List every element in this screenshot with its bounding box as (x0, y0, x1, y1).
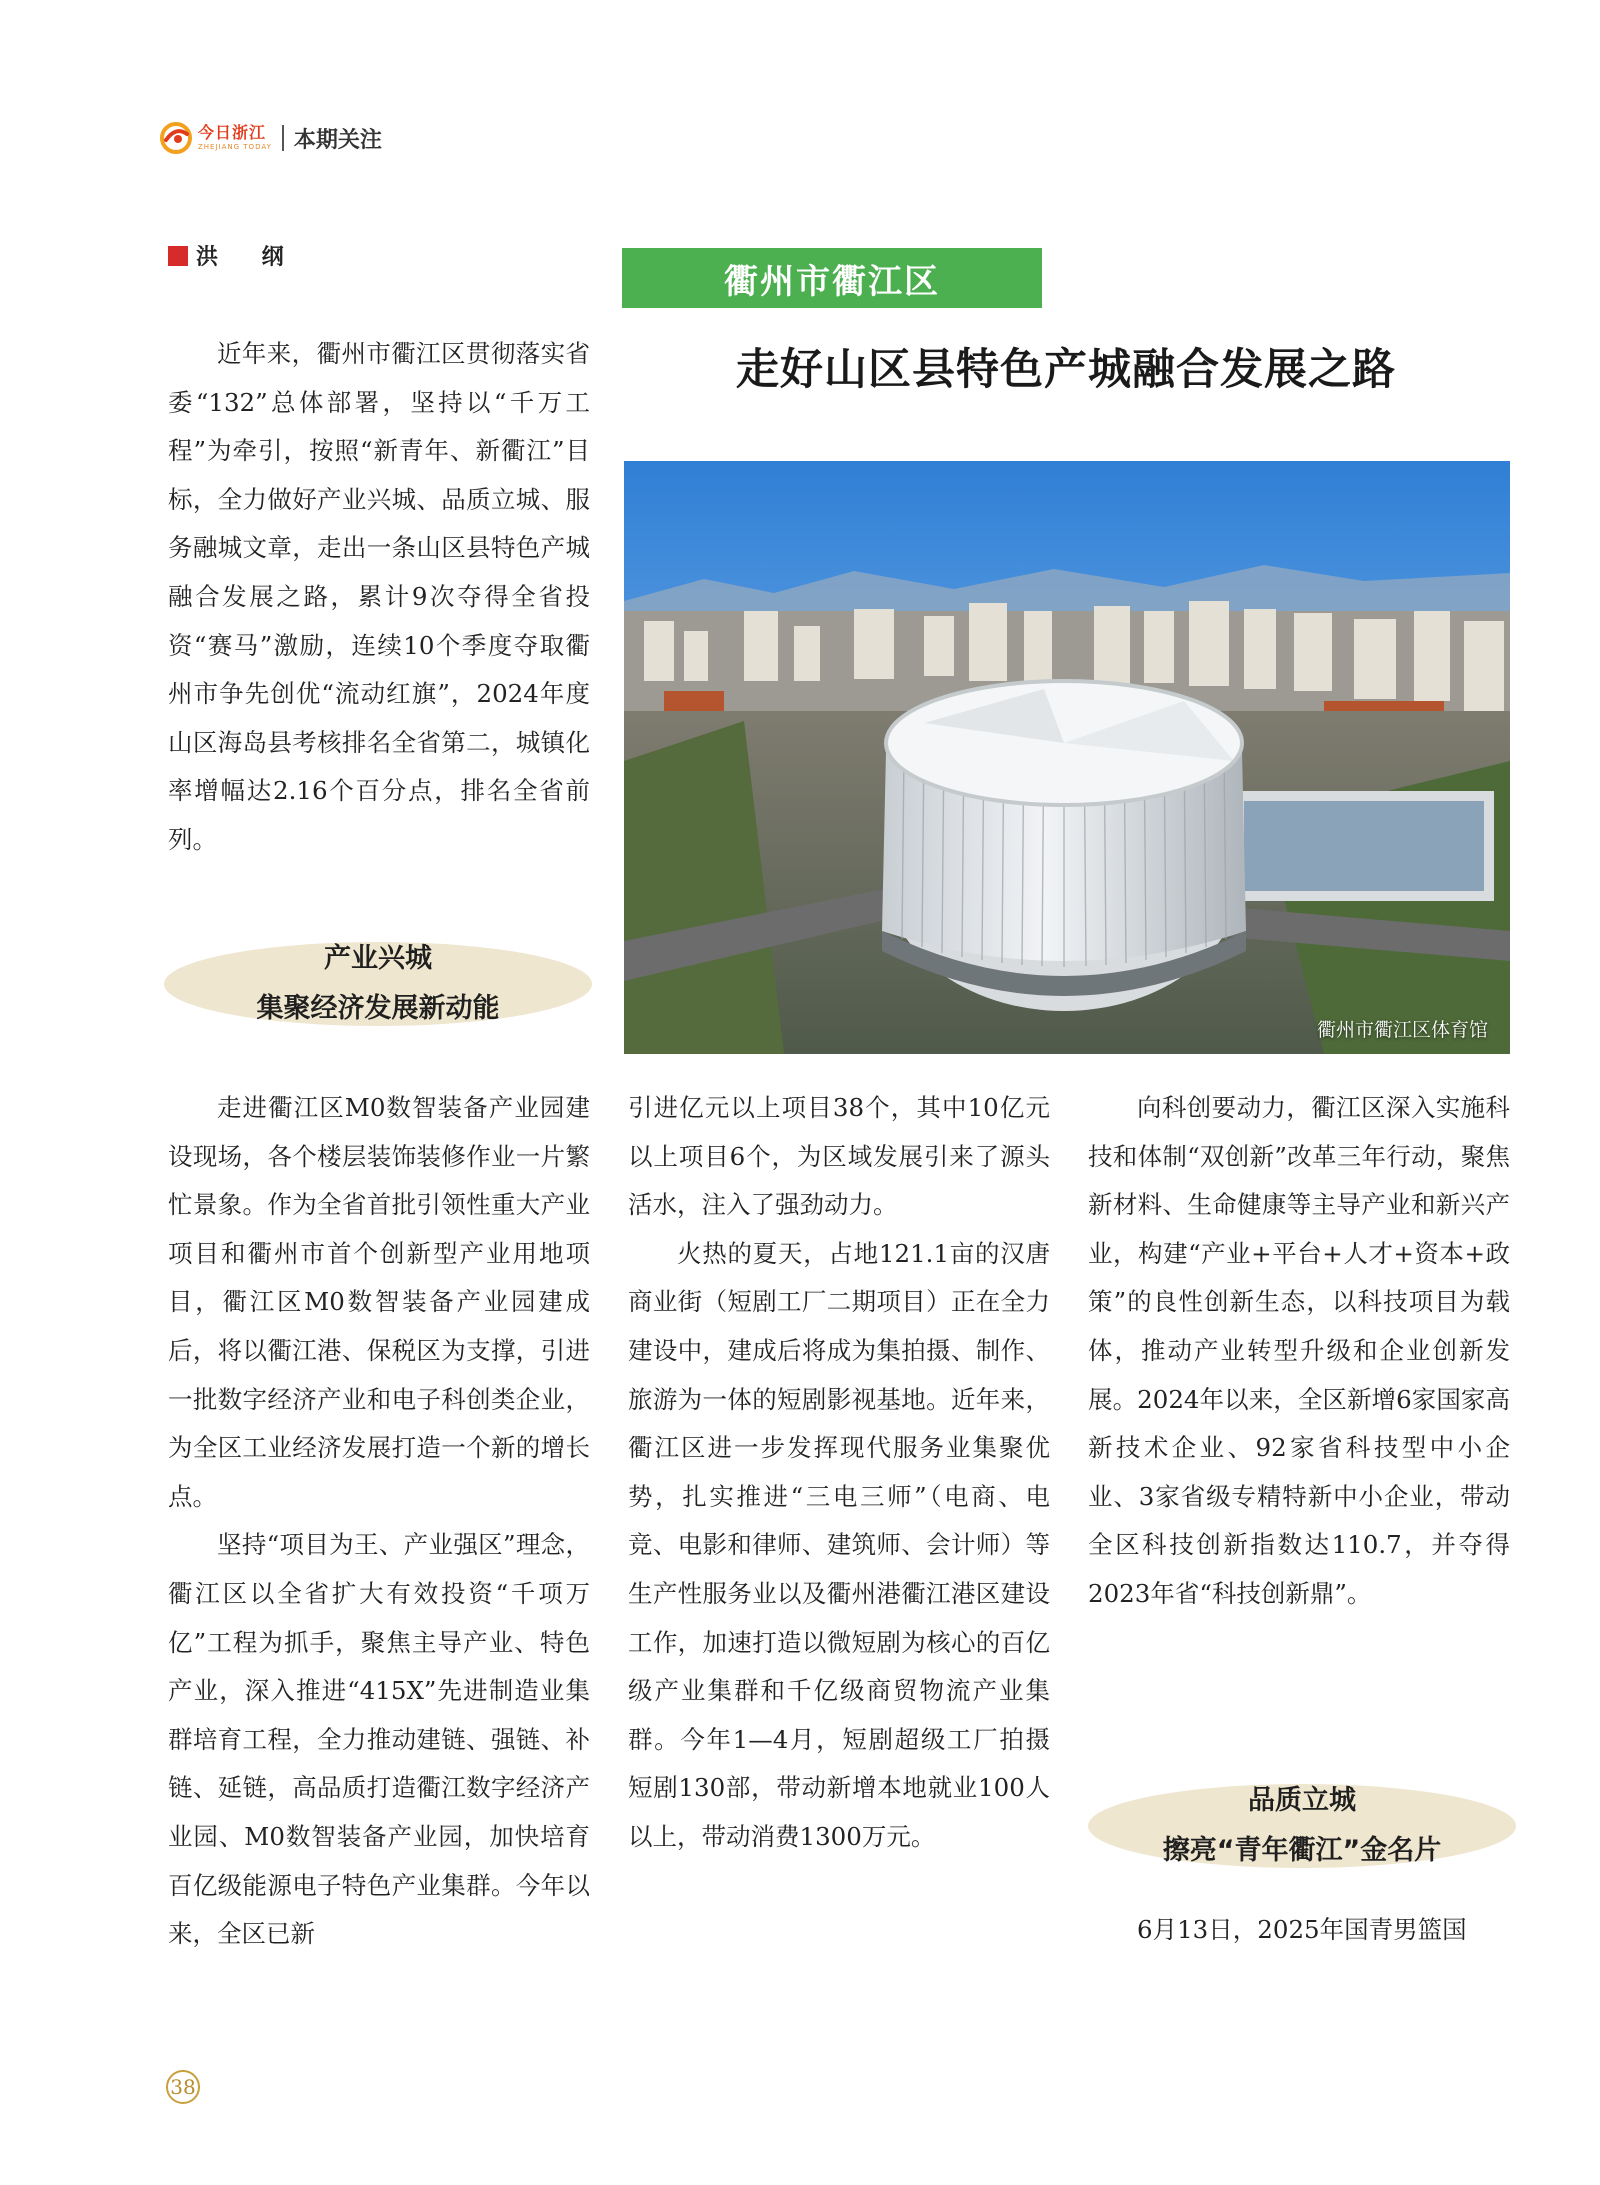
region-badge-label: 衢州市衢江区 (724, 261, 940, 302)
intro-paragraph-block (168, 330, 590, 865)
intro-paragraph: 近年来，衢州市衢江区贯彻落实省委“132”总体部署，坚持以“千万工程”为牵引，按照“新青年、新衢江”目标，全力做好产业兴城、品质立城、服务融城文章，走出一条山区县特色产城融合发展之路，累计9次夺得全省投资“赛马”激励，连续10个季度夺取衢州市争先创优“流动红旗”，2024年度山区海岛县考核排名全省第二，城镇化率增幅达2.16个百分点，排名全省前列。 (168, 339, 590, 854)
subheading-line1: 品质立城 (1248, 1785, 1356, 1816)
subheading-line1: 产业兴城 (324, 943, 432, 974)
paragraph: 向科创要动力，衢江区深入实施科技和体制“双创新”改革三年行动，聚焦新材料、生命健康等主导产业和新兴产业，构建“产业+平台+人才+资本+政策”的良性创新生态，以科技项目为载体，推动产业转型升级和企业创新发展。2024年以来，全区新增6家国家高新技术企业、92家省科技型中小企业、3家省级专精特新中小企业，带动全区科技创新指数达110.7，并夺得2023年省“科技创新鼎”。 (1088, 1093, 1510, 1608)
logo-chinese: 今日浙江 (198, 123, 267, 142)
logo-wordmark (198, 125, 272, 151)
gymnasium-illustration (624, 461, 1510, 1054)
paragraph: 6月13日，2025年国青男篮国 (1137, 1915, 1467, 1944)
column-1-text (168, 1084, 590, 1959)
author-name: 洪 纲 (196, 245, 302, 270)
paragraph: 坚持“项目为王、产业强区”理念，衢江区以全省扩大有效投资“千项万亿”工程为抓手，聚焦主导产业、特色产业，深入推进“415X”先进制造业集群培育工程，全力推动建链、强链、补链、延链，高品质打造衢江数字经济产业园、M0数智装备产业园，加快培育百亿级能源电子特色产业集群。今年以来，全区已新 (168, 1530, 590, 1949)
photo-caption: 衢州市衢江区体育馆 (1316, 1019, 1488, 1041)
region-badge (622, 248, 1042, 308)
subheading-line2: 擦亮“青年衢江”金名片 (1162, 1835, 1442, 1866)
logo-icon (160, 122, 192, 154)
logo-english: ZHEJIANG TODAY (198, 143, 272, 151)
paragraph: 走进衢江区M0数智装备产业园建设现场，各个楼层装饰装修作业一片繁忙景象。作为全省首批引领性重大产业项目和衢州市首个创新型产业用地项目，衢江区M0数智装备产业园建成后，将以衢江港、保税区为支撑，引进一批数字经济产业和电子科创类企业，为全区工业经济发展打造一个新的增长点。 (168, 1093, 590, 1511)
subheading-line2: 集聚经济发展新动能 (256, 993, 500, 1024)
article-headline: 走好山区县特色产城融合发展之路 (736, 345, 1396, 395)
magazine-header (160, 118, 382, 158)
column-3-text (1088, 1084, 1510, 1619)
gymnasium-photo (624, 461, 1510, 1054)
page-number: 38 (166, 2070, 200, 2104)
column-3-text-bottom (1088, 1906, 1510, 1955)
subheading-quality-city (1088, 1770, 1516, 1880)
subheading-industry (164, 928, 592, 1038)
header-divider (282, 125, 284, 151)
author-marker-icon (168, 246, 188, 266)
paragraph-continued: 引进亿元以上项目38个，其中10亿元以上项目6个，为区域发展引来了源头活水，注入了强劲动力。 (628, 1093, 1050, 1220)
paragraph: 火热的夏天，占地121.1亩的汉唐商业街（短剧工厂二期项目）正在全力建设中，建成后将成为集拍摄、制作、旅游为一体的短剧影视基地。近年来，衢江区进一步发挥现代服务业集聚优势，扎实推进“三电三师”（电商、电竞、电影和律师、建筑师、会计师）等生产性服务业以及衢州港衢江港区建设工作，加速打造以微短剧为核心的百亿级产业集群和千亿级商贸物流产业集群。今年1—4月，短剧超级工厂拍摄短剧130部，带动新增本地就业100人以上，带动消费1300万元。 (628, 1238, 1050, 1851)
column-2-text (628, 1084, 1050, 1862)
author-line (168, 240, 302, 271)
section-name: 本期关注 (293, 127, 382, 153)
